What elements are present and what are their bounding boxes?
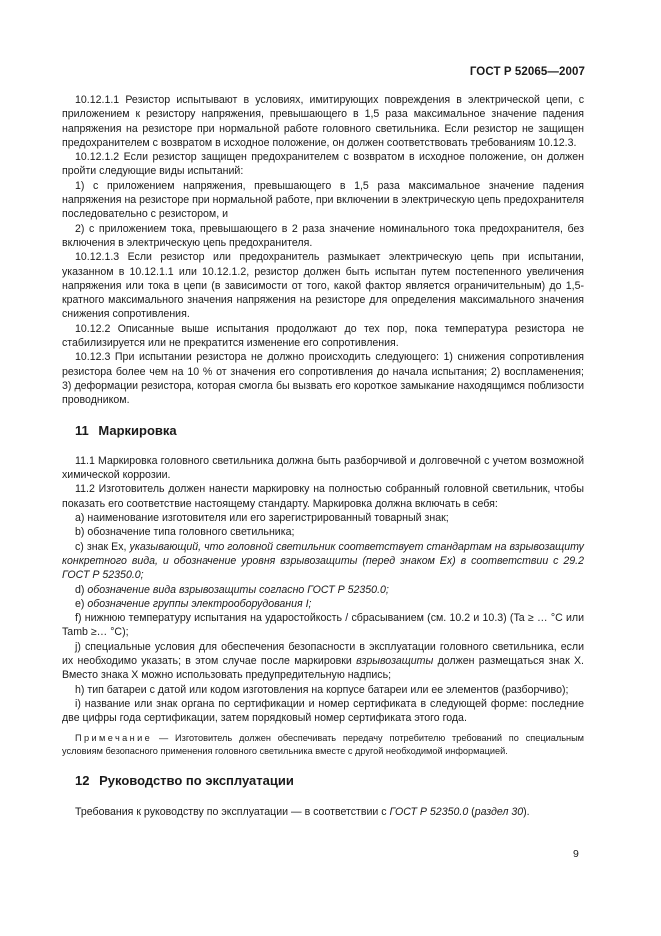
list-item-j: [62, 640, 584, 683]
paragraph-12-suffix: ).: [523, 805, 530, 818]
note-label: Примечание: [75, 733, 153, 744]
paragraph-10-12-1-1: 10.12.1.1 Резистор испытывают в условиях, имитирующих повреждения в электрической цепи, с приложением к резистору напряжения, превышающего в 1,5 раза максимальное значение падения напряжения на резисторе при нормальной работе головного светильника. Если резистор не защищен предохранителем с возвратом в исходное положение, он должен соответствовать требованиям 10.12.3.: [62, 94, 584, 149]
paragraph-11-1: 11.1 Маркировка головного светильника должна быть разборчивой и долговечной с учетом возможной химической коррозии.: [62, 454, 584, 482]
paragraph-10-12-1-3: 10.12.1.3 Если резистор или предохранитель размыкает электрическую цепь при испытании, указанном в 10.12.1.1 или 10.12.1.2, резистор должен быть испытан путем постепенного увеличения напряжения или тока в цепи (в зависимости от того, какой фактор является ограничительным) до 1,5-кратного максимального значения напряжения на резисторе для определения максимального значения снижения сопротивления.: [62, 251, 584, 321]
paragraph-12-section: раздел 30: [474, 805, 524, 818]
paragraph-item-1: 1) с приложением напряжения, превышающего в 1,5 раза максимальное значение падения напряжения на резисторе при нормальной работе, при включении в электрическую цепь предохранителя последовательно с резистором, и: [62, 179, 584, 221]
list-item-d-prefix: d): [75, 583, 88, 596]
paragraph-item-2: 2) с приложением тока, превышающего в 2 раза значение номинального тока предохранителя, без включения в электрическую цепь предохранителя.: [62, 222, 584, 249]
list-item-d-italic: обозначение вида взрывозащиты согласно ГОСТ Р 52350.0;: [87, 583, 389, 596]
list-item-f: f) нижнюю температуру испытания на ударостойкость / сбрасыванием (см. 10.2 и 10.3) (Ta ≥ … °C или Tamb ≥… °C);: [62, 612, 584, 639]
note-paragraph: [62, 732, 584, 758]
paragraph-10-12-2: 10.12.2 Описанные выше испытания продолжают до тех пор, пока температура резистора не стабилизируется или не прекратится изменение его сопротивления.: [62, 322, 584, 350]
note-text: — Изготовитель должен обеспечивать передачу потребителю требований по специальным условиям безопасного применения головного светильника вместе с другой необходимой информацией.: [62, 733, 584, 757]
list-item-e-italic: обозначение группы электрооборудования I;: [87, 597, 312, 610]
list-item-c-prefix: c) знак Ex,: [75, 540, 130, 553]
list-item-a: a) наименование изготовителя или его зарегистрированный товарный знак;: [75, 512, 449, 525]
list-item-j-text-a: j) специальные условия для обеспечения безопасности в эксплуатации головного светильника, если их необходимо указать; в этом случае после маркировки: [62, 640, 584, 667]
section-11-title: Маркировка: [98, 422, 177, 438]
paragraph-12: [62, 805, 584, 819]
paragraph-12-ref: ГОСТ Р 52350.0: [389, 805, 469, 818]
list-item-h: h) тип батареи с датой или кодом изготовления на корпусе батареи или ее элементов (разборчиво);: [75, 683, 569, 696]
list-item-j-italic: взрывозащиты: [356, 654, 434, 667]
list-item-e: [62, 597, 584, 611]
paragraph-10-12-3: 10.12.3 При испытании резистора не должно происходить следующего: 1) снижения сопротивления резистора более чем на 10 % от значения его сопротивления до начала испытания; 2) воспламенения; 3) деформации резистора, которая смогла бы вызвать его короткое замыкание находящимся поблизости проводником.: [62, 351, 584, 407]
page-number: 9: [573, 848, 579, 860]
list-item-c-italic: указывающий, что головной светильник соответствует стандартам на взрывозащиту конкретного вида, и обозначение уровня взрывозащиты (перед знаком Ex) в соответствии с 29.2 ГОСТ Р 52350.0;: [62, 540, 584, 582]
paragraph-12-paren: (: [468, 805, 475, 818]
list-item-j-text-b: должен размещаться знак Х. Вместо знака Х можно использовать предупредительную надпись;: [62, 654, 585, 682]
section-12-heading: [62, 774, 584, 788]
paragraph-12-prefix: Требования к руководству по эксплуатации — в соответствии с: [75, 805, 390, 818]
section-12-number: 12: [75, 773, 90, 789]
list-item-b: b) обозначение типа головного светильника;: [75, 526, 295, 539]
list-item-d: [62, 583, 584, 597]
paragraph-10-12-1-2: 10.12.1.2 Если резистор защищен предохранителем с возвратом в исходное положение, он должен пройти следующие виды испытаний:: [62, 151, 584, 178]
standard-header: ГОСТ Р 52065—2007: [469, 66, 585, 78]
section-11-heading: [62, 424, 584, 438]
list-item-i: i) название или знак органа по сертификации и номер сертификата в следующей форме: последние две цифры года сертификации, затем порядковый номер сертификата этого года.: [62, 697, 584, 725]
list-item-e-prefix: e): [75, 597, 88, 610]
page-content: [62, 93, 584, 819]
section-12-title: Руководство по эксплуатации: [99, 773, 294, 789]
paragraph-11-2: 11.2 Изготовитель должен нанести маркировку на полностью собранный головной светильник, чтобы показать его соответствие настоящему стандарту. Маркировка должна включать в себя:: [62, 483, 584, 510]
section-11-number: 11: [75, 422, 89, 438]
list-item-c: [62, 540, 584, 583]
